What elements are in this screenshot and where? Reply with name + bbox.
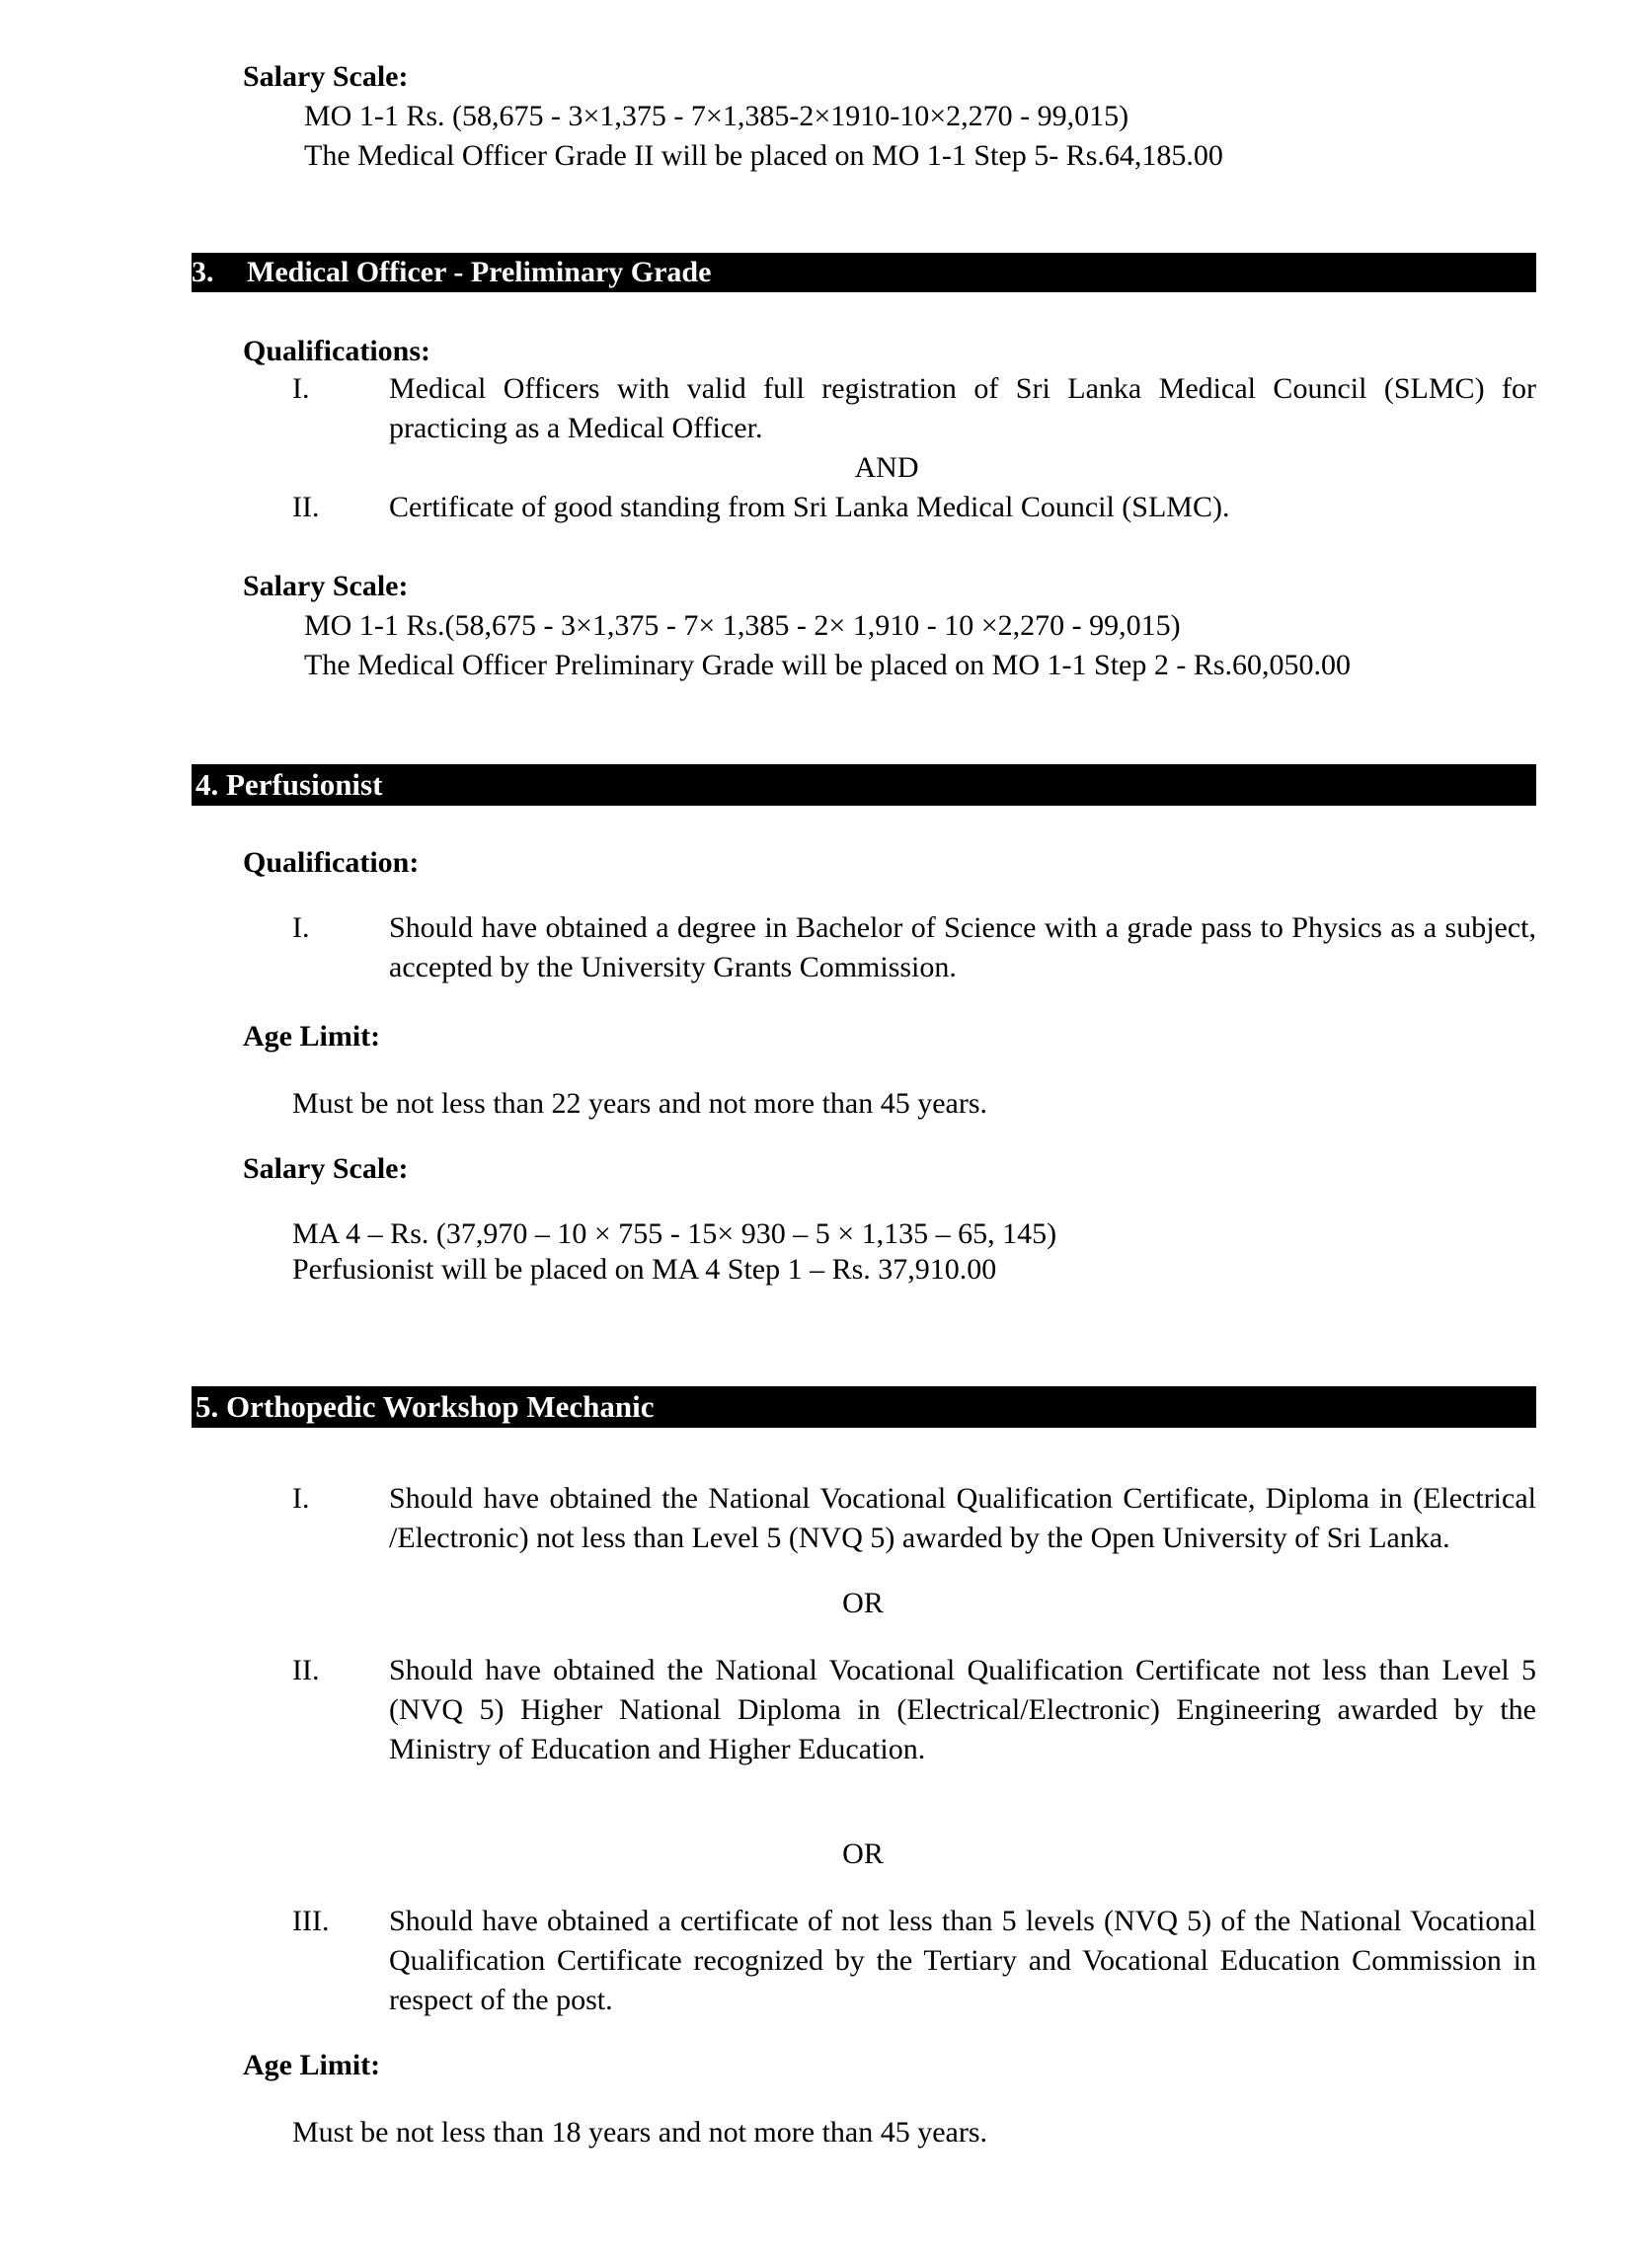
section-3-header [192, 253, 1536, 292]
age-limit-text: Must be not less than 18 years and not more than 45 years. [292, 2116, 988, 2149]
section-5-header [192, 1386, 1536, 1428]
salary-scale-line: MO 1-1 Rs.(58,675 - 3×1,375 - 7× 1,385 - 2× 1,910 - 10 ×2,270 - 99,015) [304, 609, 1181, 642]
placement-line: Perfusionist will be placed on MA 4 Step 1 – Rs. 37,910.00 [292, 1253, 997, 1286]
salary-scale-heading: Salary Scale: [243, 1152, 409, 1185]
placement-line: The Medical Officer Preliminary Grade will be placed on MO 1-1 Step 2 - Rs.60,050.00 [304, 649, 1352, 681]
and-connector: AND [854, 451, 919, 484]
salary-scale-line: MA 4 – Rs. (37,970 – 10 × 755 - 15× 930 – 5 × 1,135 – 65, 145) [292, 1217, 1057, 1250]
or-connector: OR [842, 1838, 884, 1870]
section-4-header [192, 764, 1536, 806]
section-5-title: 5. Orthopedic Workshop Mechanic [195, 1389, 655, 1424]
qualification-heading: Qualification: [243, 846, 420, 879]
qualification-item: Should have obtained the National Vocational Qualification Certificate, Diploma in (Electrical /Electronic) not less than Level 5 (NVQ 5) awarded by the Open University of Sri Lanka. [389, 1482, 1536, 1554]
qualification-item: Medical Officers with valid full registration of Sri Lanka Medical Council (SLMC) for practicing as a Medical Officer. [389, 372, 1536, 444]
qualification-item: Should have obtained a certificate of not less than 5 levels (NVQ 5) of the National Vocational Qualification Certificate recognized by the Tertiary and Vocational Education Commission in respect of the post. [389, 1905, 1536, 2016]
section-4-title: 4. Perfusionist [195, 767, 383, 802]
qualification-item: Should have obtained a degree in Bachelor of Science with a grade pass to Physics as a subject, accepted by the University Grants Commission. [389, 911, 1536, 983]
age-limit-text: Must be not less than 22 years and not more than 45 years. [292, 1087, 988, 1120]
item-number: II. [292, 1654, 320, 1686]
qualification-item: Certificate of good standing from Sri Lanka Medical Council (SLMC). [389, 491, 1230, 523]
item-number: I. [292, 911, 310, 944]
placement-line: The Medical Officer Grade II will be placed on MO 1-1 Step 5- Rs.64,185.00 [304, 139, 1223, 172]
section-3-number: 3. [192, 256, 214, 288]
or-connector: OR [842, 1587, 884, 1619]
section-3-title: Medical Officer - Preliminary Grade [247, 256, 712, 288]
salary-scale-line: MO 1-1 Rs. (58,675 - 3×1,375 - 7×1,385-2×1910-10×2,270 - 99,015) [304, 100, 1129, 132]
salary-scale-heading: Salary Scale: [243, 60, 409, 93]
age-limit-heading: Age Limit: [243, 1020, 381, 1053]
qualification-item: Should have obtained the National Vocational Qualification Certificate not less than Level 5 (NVQ 5) Higher National Diploma in (Electrical/Electronic) Engineering awarded by the Ministry of Education and Higher Education. [389, 1654, 1536, 1765]
qualifications-heading: Qualifications: [243, 335, 431, 367]
item-number: II. [292, 491, 320, 523]
item-number: I. [292, 1482, 310, 1515]
item-number: I. [292, 372, 310, 405]
age-limit-heading: Age Limit: [243, 2049, 381, 2081]
item-number: III. [292, 1905, 330, 1937]
salary-scale-heading: Salary Scale: [243, 570, 409, 602]
